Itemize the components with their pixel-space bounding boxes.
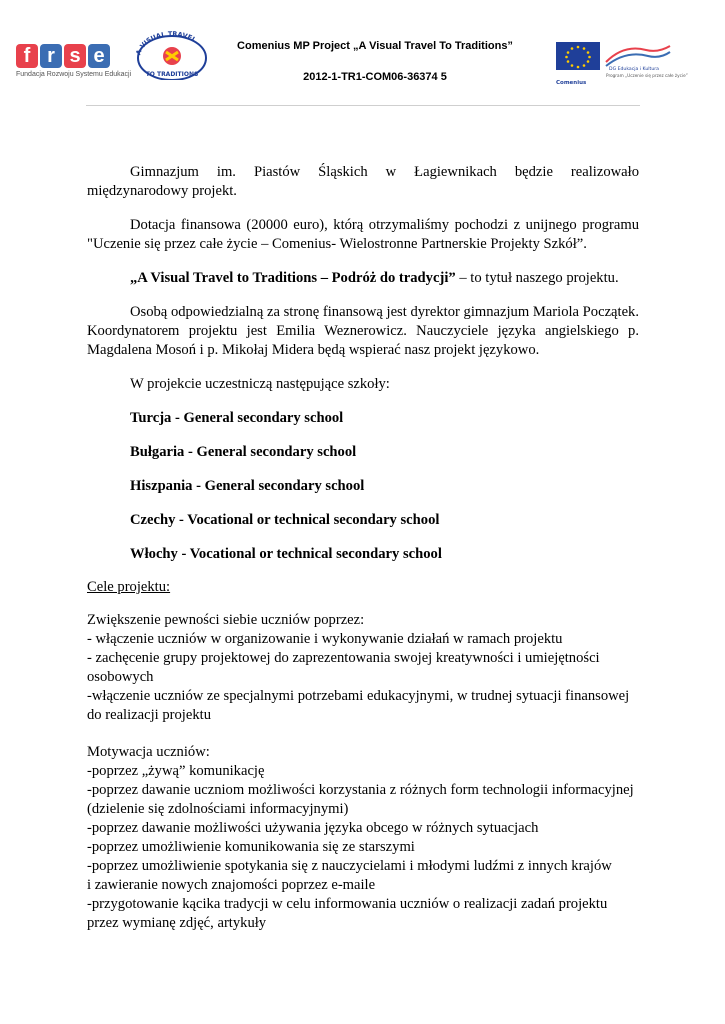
frse-caption: Fundacja Rozwoju Systemu Edukacji (16, 71, 132, 78)
project-name-suffix: – to tytuł naszego projektu. (455, 270, 619, 286)
paragraph-schools-intro: W projekcie uczestniczą następujące szkoły: (130, 376, 390, 392)
visual-travel-logo (132, 28, 212, 80)
goals-heading: Cele projektu: (87, 579, 171, 595)
page-header (0, 0, 725, 110)
motivation-item: -poprzez „żywą” komunikację (87, 763, 265, 779)
eu-text-2: Program „Uczenie się przez całe życie” (606, 73, 688, 78)
motivation-item: i zawieranie nowych znajomości poprzez e-maile (87, 877, 376, 893)
project-title: Comenius MP Project „A Visual Travel To Traditions” (237, 40, 513, 52)
school-item: Włochy - Vocational or technical secondary school (130, 546, 442, 562)
motivation-item: -poprzez dawanie uczniom możliwości korzystania z różnych form technologii informacyjnej (dzielenie się zdolnościami informacyjnymi) (87, 782, 634, 817)
goals-intro: Zwiększenie pewności siebie uczniów poprzez: (87, 612, 365, 628)
motivation-item: -poprzez umożliwienie komunikowania się ze starszymi (87, 839, 415, 855)
paragraph-intro: Gimnazjum im. Piastów Śląskich w Łagiewnikach będzie realizowało międzynarodowy projekt. (87, 164, 639, 199)
frse-logo (16, 44, 132, 84)
school-item: Hiszpania - General secondary school (130, 478, 365, 494)
school-item: Czechy - Vocational or technical secondary school (130, 512, 440, 528)
frse-letter: f (16, 44, 38, 68)
goal-item: - zachęcenie grupy projektowej do zaprezentowania swojej kreatywności i umiejętności osobowych (87, 650, 600, 685)
school-item: Turcja - General secondary school (130, 410, 344, 426)
eu-text-3: Comenius (556, 80, 587, 86)
eu-comenius-logo (554, 40, 688, 86)
header-divider (86, 105, 640, 106)
svg-text:A VISUAL TRAVEL: A VISUAL TRAVEL (134, 29, 198, 57)
motivation-item: -poprzez dawanie możliwości używania języka obcego w różnych sytuacjach (87, 820, 539, 836)
motivation-intro: Motywacja uczniów: (87, 744, 210, 760)
goal-item: -włączenie uczniów ze specjalnymi potrzebami edukacyjnymi, w trudnej sytuacji finansowej do realizacji projektu (87, 688, 630, 723)
document-body (87, 163, 639, 933)
paragraph-title (87, 269, 639, 288)
svg-text:TO TRADITIONS: TO TRADITIONS (145, 71, 199, 78)
motivation-item: -przygotowanie kącika tradycji w celu informowania uczniów o realizacji zadań projektu przez wymianę zdjęć, artykuły (87, 896, 608, 931)
paragraph-funding: Dotacja finansowa (20000 euro), którą otrzymaliśmy pochodzi z unijnego programu "Uczenie się przez całe życie – Comenius- Wielostronne Partnerskie Projekty Szkół”. (87, 217, 639, 252)
goal-item: - włączenie uczniów w organizowanie i wykonywanie działań w ramach projektu (87, 631, 563, 647)
paragraph-people: Osobą odpowiedzialną za stronę finansową jest dyrektor gimnazjum Mariola Początek. Koordynatorem projektu jest Emilia Weznerowicz. Nauczyciele języka angielskiego p. Magdalena Mosoń i p. Mikołaj Midera będą wspierać nasz projekt językowo. (87, 304, 639, 358)
school-item: Bułgaria - General secondary school (130, 444, 357, 460)
frse-letter: e (88, 44, 110, 68)
header-title (215, 40, 535, 83)
motivation-item: -poprzez umożliwienie spotykania się z nauczycielami i młodymi ludźmi z innych krajów (87, 858, 612, 874)
project-code: 2012-1-TR1-COM06-36374 5 (303, 71, 447, 83)
eu-text-1: DG Edukacja i Kultura (609, 67, 659, 72)
frse-letter: s (64, 44, 86, 68)
project-name: „A Visual Travel to Traditions – Podróż do tradycji” (130, 270, 456, 286)
frse-letter: r (40, 44, 62, 68)
